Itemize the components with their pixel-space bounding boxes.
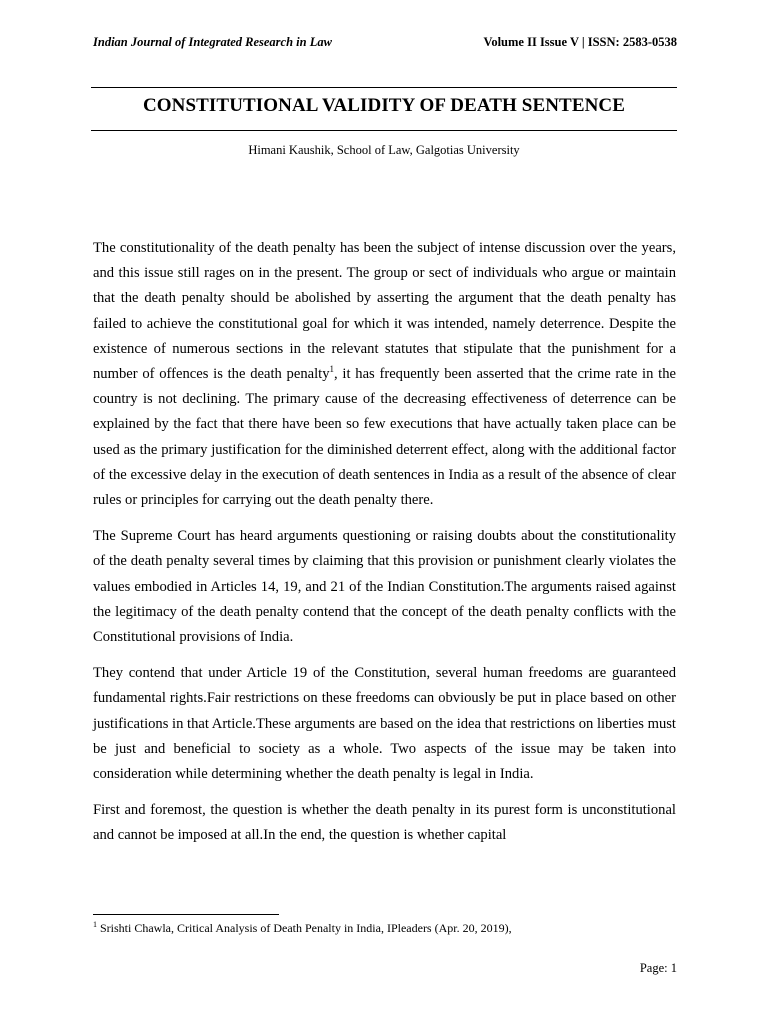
- body-text: [93, 236, 676, 860]
- page-number: Page: 1: [639, 961, 677, 975]
- journal-name: Indian Journal of Integrated Research in Law: [93, 35, 332, 49]
- paragraph-2: The Supreme Court has heard arguments questioning or raising doubts about the constitutionality of the death penalty several times by claiming that this provision or punishment clearly violates the values embodied in Articles 14, 19, and 21 of the Indian Constitution.The arguments raised against the legitimacy of the death penalty contend that the concept of the death penalty conflicts with the Constitutional provisions of India.: [93, 528, 676, 646]
- footnote-separator: [93, 914, 279, 915]
- footnote-reference[interactable]: 1: [329, 364, 335, 375]
- author-affiliation: Himani Kaushik, School of Law, Galgotias University: [248, 143, 520, 157]
- title-top-rule: [91, 87, 677, 88]
- paragraph-4: First and foremost, the question is whether the death penalty in its purest form is unconstitutional and cannot be imposed at all.In the end, the question is whether capital: [93, 802, 676, 844]
- paragraph-1-text-a: The constitutionality of the death penalty has been the subject of intense discussion over the years, and this issue still rages on in the present. The group or sect of individuals who argue or maintain that the death penalty should be abolished by asserting the argument that the death penalty has failed to achieve the constitutional goal for which it was intended, namely deterrence. Despite the existence of numerous sections in the relevant statutes that stipulate that the punishment for a number of offences is the death penalty: [93, 240, 676, 383]
- paper-title: CONSTITUTIONAL VALIDITY OF DEATH SENTENCE: [142, 95, 626, 116]
- paragraph-1: [93, 236, 676, 513]
- paragraph-1-text-b: , it has frequently been asserted that the crime rate in the country is not declining. The primary cause of the decreasing effectiveness of deterrence can be explained by the fact that there have been so few executions that have actually taken place can be used as the primary justification for the diminished deterrent effect, along with the additional factor of the excessive delay in the execution of death sentences in India as a result of the absence of clear rules or principles for carrying out the death penalty there.: [93, 366, 676, 509]
- paragraph-3: They contend that under Article 19 of the Constitution, several human freedoms are guaranteed fundamental rights.Fair restrictions on these freedoms can obviously be put in place based on other justifications in that Article.These arguments are based on the idea that restrictions on liberties must be just and beneficial to society as a whole. Two aspects of the issue may be taken into consideration while determining whether the death penalty is legal in India.: [93, 665, 676, 783]
- footnote-text: Srishti Chawla, Critical Analysis of Death Penalty in India, IPleaders (Apr. 20, 2019),: [97, 921, 512, 935]
- footnote: [93, 921, 676, 936]
- volume-issn: Volume II Issue V | ISSN: 2583-0538: [483, 35, 677, 49]
- footnote-number: 1: [93, 920, 97, 929]
- title-bottom-rule: [91, 130, 677, 131]
